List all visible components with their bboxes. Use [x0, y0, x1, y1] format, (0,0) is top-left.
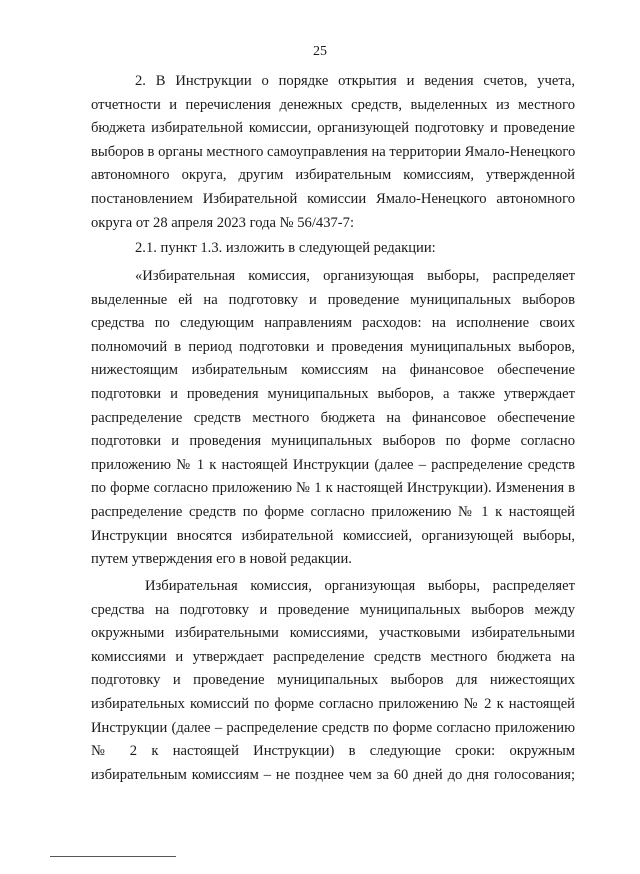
text-line: отчетности и перечисления денежных средств, выделенных из местного [91, 96, 575, 113]
text-line: средства на подготовку и проведение муниципальных выборов между [91, 601, 575, 618]
paragraph-instruction-amendment [91, 70, 575, 235]
text-line: распределение средств по форме согласно приложению № 1 к настоящей [91, 503, 575, 520]
text-line: выборов в органы местного самоуправления на территории Ямало-Ненецкого [91, 143, 576, 160]
text-line: полномочий в период подготовки и проведения муниципальных выборов, [91, 338, 575, 355]
text-line: «Избирательная комиссия, организующая выборы, распределяет [135, 268, 575, 284]
text-line: избирательным комиссиям – не позднее чем за 60 дней до дня голосования; [91, 766, 575, 783]
text-line: бюджета избирательной комиссии, организующей подготовку и проведение [91, 120, 575, 137]
text-line: по форме согласно приложению № 1 к настоящей Инструкции). Изменения в [91, 480, 575, 497]
text-line: средства по следующим направлениям расходов: на исполнение своих [91, 315, 575, 332]
footnote-rule [50, 856, 176, 857]
text-line: распределение средств местного бюджета на финансовое обеспечение [91, 409, 575, 426]
text-line: округа от 28 апреля 2023 года № 56/437-7: [91, 214, 354, 231]
paragraph-quoted-clause [91, 265, 575, 572]
text-line: автономного округа, другим избирательным комиссиям, утвержденной [91, 167, 575, 184]
text-line: Инструкции (далее – распределение средств по форме согласно приложению [91, 719, 575, 736]
paragraph-clause-2-1 [91, 237, 575, 261]
text-line: комиссиями и утверждает распределение средств местного бюджета на [91, 648, 575, 665]
text-line: 2. В Инструкции о порядке открытия и ведения счетов, учета, [135, 73, 575, 89]
text-line: подготовку и проведение муниципальных выборов для нижестоящих [91, 672, 575, 689]
text-line: приложению № 1 к настоящей Инструкции (далее – распределение средств [91, 456, 575, 473]
text-line: Избирательная комиссия, организующая выборы, распределяет [145, 578, 575, 594]
text-line: Инструкции вносятся избирательной комиссией, организующей выборы, [91, 527, 575, 544]
text-line: нижестоящим избирательным комиссиям на финансовое обеспечение [91, 362, 575, 379]
text-line: подготовки и проведения муниципальных выборов по форме согласно [91, 433, 575, 450]
text-line: окружными избирательными комиссиями, участковыми избирательными [91, 625, 575, 642]
text-line: избирательных комиссий по форме согласно приложению № 2 к настоящей [91, 695, 575, 712]
text-line: постановлением Избирательной комиссии Ямало-Ненецкого автономного [91, 190, 575, 207]
paragraph-distribution [91, 575, 575, 787]
text-line: путем утверждения его в новой редакции. [91, 551, 352, 568]
text-line: № 2 к настоящей Инструкции) в следующие сроки: окружным [91, 743, 575, 760]
text-line: 2.1. пункт 1.3. изложить в следующей редакции: [135, 240, 436, 256]
text-line: выделенные ей на подготовку и проведение муниципальных выборов [91, 291, 575, 308]
text-line: подготовки и проведения муниципальных выборов, а также утверждает [91, 385, 575, 402]
page-number: 25 [313, 44, 327, 59]
